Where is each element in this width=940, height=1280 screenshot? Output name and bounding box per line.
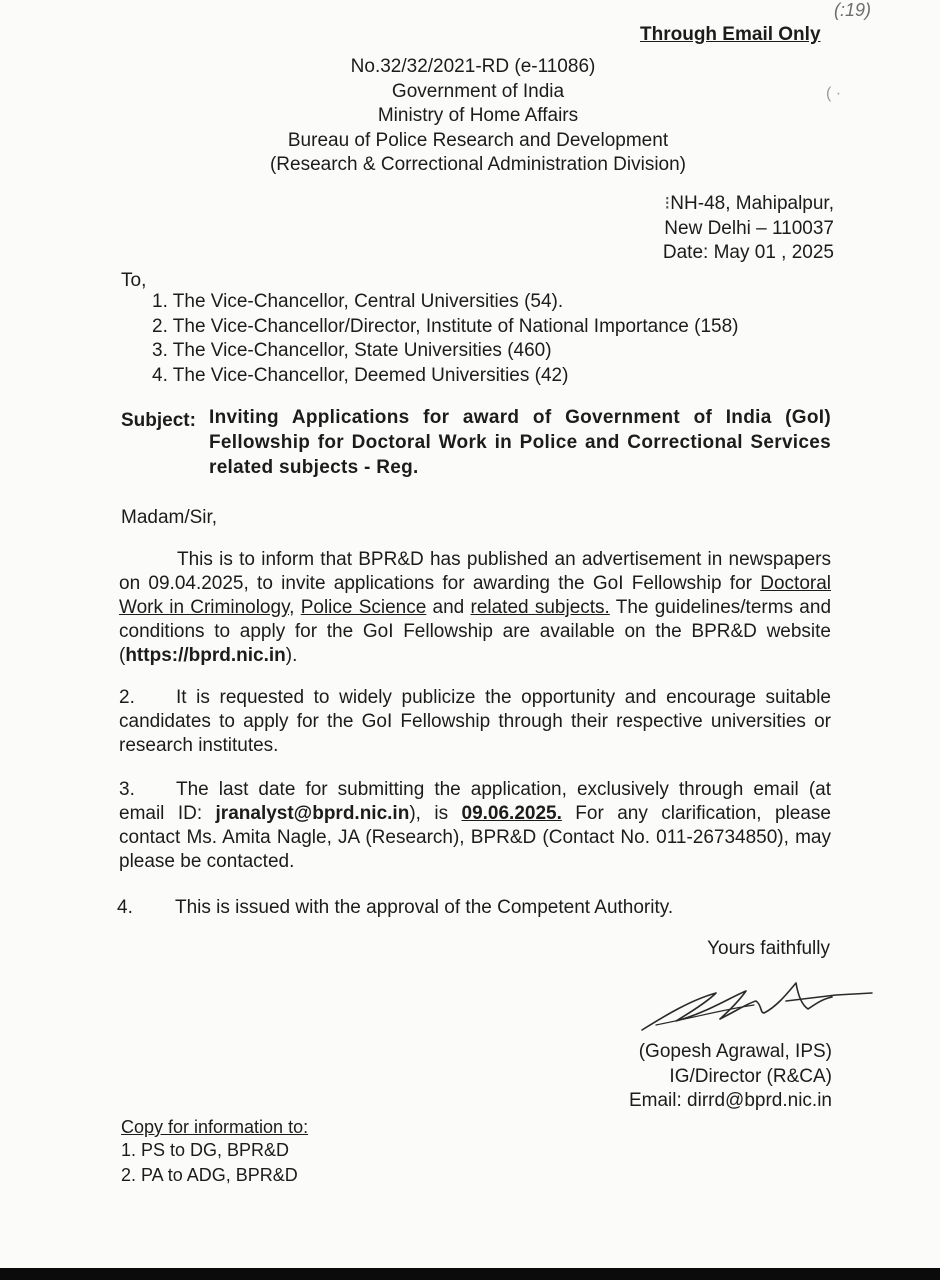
address-line-1: NH-48, Mahipalpur, — [670, 193, 834, 214]
division-name: (Research & Correctional Administration Division) — [269, 154, 687, 175]
list-item: 4. The Vice-Chancellor, Deemed Universities (42) — [152, 364, 569, 386]
to-label: To, — [121, 270, 147, 291]
stray-mark: ( · — [826, 85, 842, 102]
signatory-block — [629, 1040, 832, 1114]
recipient-list — [152, 290, 738, 388]
copy-heading: Copy for information to: — [121, 1117, 309, 1137]
subject-text: Inviting Applications for award of Government of India (GoI) Fellowship for Doctoral Work in Police and Correctional Services related subjects - Reg. — [209, 407, 831, 478]
paragraph-number: 4. — [117, 897, 133, 918]
letterhead — [0, 55, 940, 178]
letter-date: Date: May 01 , 2025 — [662, 242, 834, 263]
government-name: Government of India — [391, 80, 565, 102]
paragraph-2: 2. It is requested to widely publicize the opportunity and encourage suitable candidates to apply for the GoI Fellowship through their respective universities or research institutes. — [119, 687, 831, 756]
list-item: 1. The Vice-Chancellor, Central Universities (54). — [152, 291, 564, 312]
corner-handwritten-note: (:19) — [834, 0, 872, 20]
copy-list — [121, 1138, 298, 1188]
paragraph-number: 3. — [119, 779, 135, 800]
paragraph-1: This is to inform that BPR&D has published an advertisement in newspapers on 09.04.2025, to invite applications for awarding the GoI Fellowship for Doctoral Work in Criminology, Police Science and related subjects. The guidelines/terms and conditions to apply for the GoI Fellowship are available on the BPR&D website (https://bprd.nic.in). — [119, 549, 832, 666]
signatory-name: (Gopesh Agrawal, IPS) — [638, 1041, 832, 1062]
paragraph-3: 3. The last date for submitting the application, exclusively through email (at email ID: jranalyst@bprd.nic.in), is 09.06.2025. For any clarification, please contact Ms. Amita Nagle, JA (Research), BPR&D (Contact No. 011-26734850), may please be contacted. — [119, 779, 831, 872]
through-email-label: Through Email Only — [640, 24, 821, 45]
list-item: 2. PA to ADG, BPR&D — [121, 1165, 298, 1185]
list-item: 3. The Vice-Chancellor, State Universities (460) — [152, 340, 552, 361]
list-item: 2. The Vice-Chancellor/Director, Institute of National Importance (158) — [152, 315, 739, 337]
signatory-designation: IG/Director (R&CA) — [669, 1065, 832, 1087]
bureau-name: Bureau of Police Research and Development — [287, 129, 669, 151]
ministry-name: Ministry of Home Affairs — [377, 105, 579, 126]
list-item: 1. PS to DG, BPR&D — [121, 1140, 290, 1160]
signatory-email: Email: dirrd@bprd.nic.in — [628, 1090, 832, 1111]
website-link[interactable]: https://bprd.nic.in — [125, 645, 286, 666]
paragraph-number: 2. — [119, 687, 135, 708]
salutation: Madam/Sir, — [121, 507, 218, 528]
address-line-2: New Delhi – 110037 — [664, 217, 834, 239]
subject-label: Subject: — [121, 410, 196, 431]
handwritten-signature — [636, 975, 876, 1037]
reference-number: No.32/32/2021-RD (e-11086) — [350, 56, 596, 77]
closing: Yours faithfully — [707, 938, 830, 959]
last-date: 09.06.2025. — [461, 803, 562, 824]
paragraph-4: 4. This is issued with the approval of the Competent Authority. — [117, 897, 674, 918]
application-email[interactable]: jranalyst@bprd.nic.in — [215, 803, 410, 824]
bottom-bar — [0, 1268, 940, 1280]
sender-address: ⁝NH-48, Mahipalpur, New Delhi – 110037 Date: May 01 , 2025 — [658, 192, 834, 266]
